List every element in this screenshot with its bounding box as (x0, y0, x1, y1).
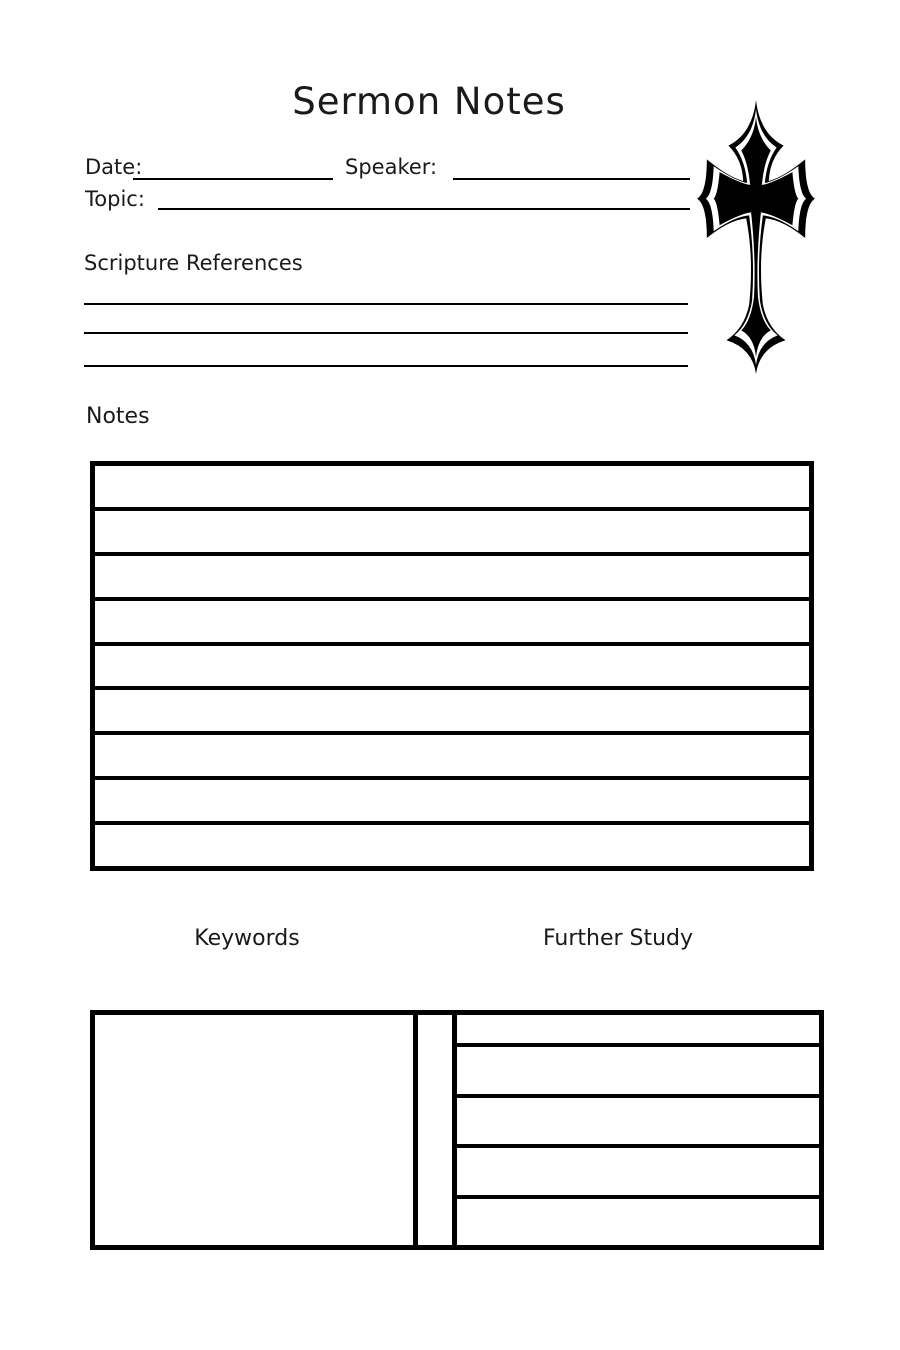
cross-icon (697, 99, 815, 377)
notes-row (95, 735, 809, 780)
further-study-table (457, 1015, 819, 1245)
notes-table (90, 461, 814, 871)
notes-row (95, 646, 809, 691)
notes-heading: Notes (86, 404, 150, 429)
topic-label: Topic: (85, 187, 145, 211)
speaker-line (453, 178, 690, 180)
notes-row (95, 511, 809, 556)
scripture-line (84, 332, 688, 334)
scripture-line (84, 303, 688, 305)
keywords-heading: Keywords (194, 926, 300, 951)
further-study-row (457, 1098, 819, 1149)
notes-row (95, 466, 809, 511)
page-title: Sermon Notes (292, 80, 566, 123)
further-study-row (457, 1148, 819, 1199)
notes-row (95, 556, 809, 601)
scripture-heading: Scripture References (84, 251, 303, 275)
topic-line (158, 208, 690, 210)
date-label: Date: (85, 155, 143, 179)
notes-row (95, 825, 809, 866)
notes-row (95, 601, 809, 646)
notes-row (95, 780, 809, 825)
keywords-box (95, 1015, 418, 1245)
scripture-line (84, 365, 688, 367)
further-study-heading: Further Study (542, 926, 694, 951)
notes-row (95, 690, 809, 735)
further-study-row (457, 1015, 819, 1047)
date-line (133, 178, 333, 180)
divider-strip (418, 1015, 457, 1245)
further-study-row (457, 1199, 819, 1246)
bottom-table (90, 1010, 824, 1250)
speaker-label: Speaker: (345, 155, 438, 179)
further-study-row (457, 1047, 819, 1098)
